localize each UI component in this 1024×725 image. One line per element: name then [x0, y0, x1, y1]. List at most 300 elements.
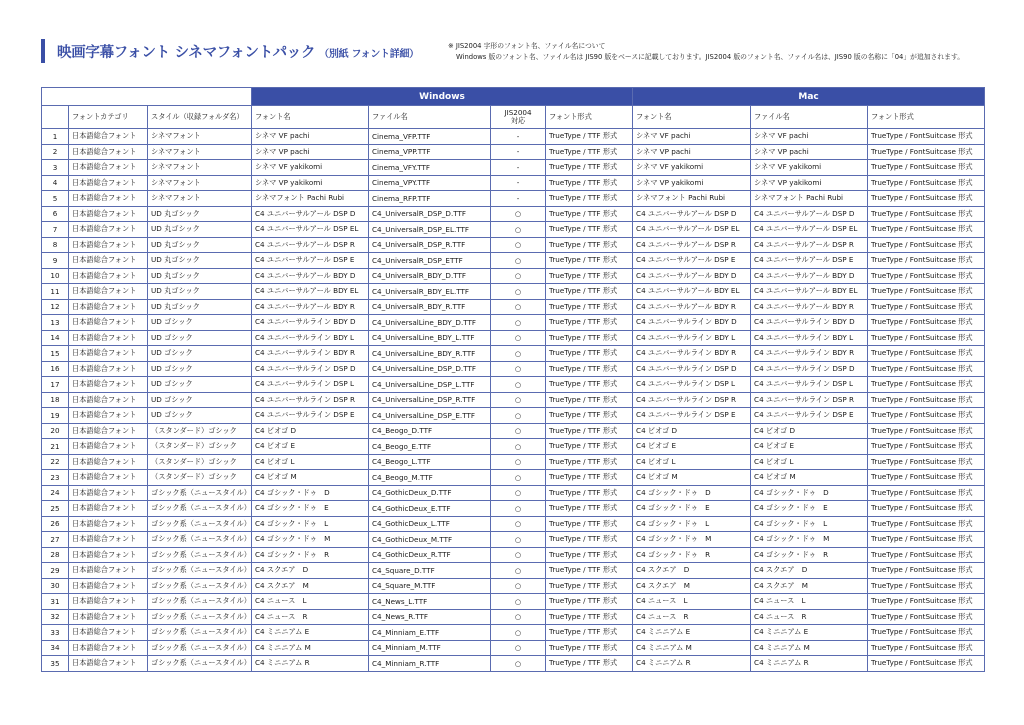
cell-category: 日本語総合フォント	[69, 206, 148, 222]
cell-jis2004: ○	[491, 315, 546, 331]
cell-mac-format: TrueType / FontSuitcase 形式	[868, 346, 985, 362]
cell-mac-file: C4 ゴシック・ドゥ M	[751, 532, 868, 548]
cell-win-file: C4_UniversalR_BDY_EL.TTF	[369, 284, 491, 300]
cell-category: 日本語総合フォント	[69, 315, 148, 331]
cell-mac-font: C4 ゴシック・ドゥ D	[633, 485, 751, 501]
cell-style: UD 丸ゴシック	[148, 237, 252, 253]
cell-style: ゴシック系（ニュースタイル）	[148, 578, 252, 594]
cell-style: シネマフォント	[148, 160, 252, 176]
cell-win-font: C4 ニュース R	[252, 609, 369, 625]
cell-jis2004: ○	[491, 454, 546, 470]
cell-mac-font: C4 ニュース L	[633, 594, 751, 610]
table-row	[42, 392, 985, 408]
cell-mac-file: C4 ミニニアム M	[751, 640, 868, 656]
cell-win-font: C4 ゴシック・ドゥ L	[252, 516, 369, 532]
cell-mac-file: C4 ユニバーサルライン DSP E	[751, 408, 868, 424]
cell-win-font: シネマ VF pachi	[252, 129, 369, 145]
cell-style: UD 丸ゴシック	[148, 268, 252, 284]
cell-win-font: C4 ユニバーサルライン DSP L	[252, 377, 369, 393]
cell-mac-format: TrueType / FontSuitcase 形式	[868, 408, 985, 424]
row-number: 7	[42, 222, 69, 238]
cell-win-font: C4 ニュース L	[252, 594, 369, 610]
cell-win-file: C4_UniversalR_BDY_D.TTF	[369, 268, 491, 284]
cell-mac-font: C4 ゴシック・ドゥ R	[633, 547, 751, 563]
cell-mac-file: C4 スクエア M	[751, 578, 868, 594]
cell-win-format: TrueType / TTF 形式	[546, 160, 633, 176]
cell-mac-file: C4 ユニバーサルライン DSP R	[751, 392, 868, 408]
page-title	[57, 41, 419, 62]
cell-mac-format: TrueType / FontSuitcase 形式	[868, 222, 985, 238]
table-row	[42, 594, 985, 610]
row-number: 16	[42, 361, 69, 377]
cell-win-format: TrueType / TTF 形式	[546, 640, 633, 656]
table-row	[42, 361, 985, 377]
cell-style: シネマフォント	[148, 191, 252, 207]
cell-mac-file: C4 ビオゴ E	[751, 439, 868, 455]
row-number: 31	[42, 594, 69, 610]
cell-win-format: TrueType / TTF 形式	[546, 547, 633, 563]
cell-mac-file: C4 ユニバーサルライン BDY L	[751, 330, 868, 346]
row-number: 19	[42, 408, 69, 424]
cell-mac-font: C4 ユニバーサルアール DSP EL	[633, 222, 751, 238]
cell-win-format: TrueType / TTF 形式	[546, 253, 633, 269]
cell-mac-font: C4 ミニニアム M	[633, 640, 751, 656]
cell-win-format: TrueType / TTF 形式	[546, 532, 633, 548]
cell-mac-file: C4 ユニバーサルアール BDY D	[751, 268, 868, 284]
cell-category: 日本語総合フォント	[69, 160, 148, 176]
cell-category: 日本語総合フォント	[69, 470, 148, 486]
table-row	[42, 284, 985, 300]
row-number: 24	[42, 485, 69, 501]
cell-mac-format: TrueType / FontSuitcase 形式	[868, 175, 985, 191]
cell-mac-format: TrueType / FontSuitcase 形式	[868, 237, 985, 253]
note-line-2: Windows 版のフォント名、ファイル名は JIS90 版をベースに記載しております。JIS2004 版のフォント名、ファイル名は、JIS90 版の名称に「04」が追加されます。	[456, 53, 964, 61]
cell-win-font: C4 ビオゴ M	[252, 470, 369, 486]
row-number: 35	[42, 656, 69, 672]
cell-category: 日本語総合フォント	[69, 144, 148, 160]
cell-mac-file: C4 ビオゴ M	[751, 470, 868, 486]
cell-mac-format: TrueType / FontSuitcase 形式	[868, 129, 985, 145]
cell-style: UD 丸ゴシック	[148, 206, 252, 222]
cell-mac-font: C4 ユニバーサルライン BDY D	[633, 315, 751, 331]
row-number: 32	[42, 609, 69, 625]
cell-mac-file: C4 ユニバーサルライン DSP L	[751, 377, 868, 393]
cell-win-font: C4 ユニバーサルアール BDY R	[252, 299, 369, 315]
cell-mac-file: シネマ VP pachi	[751, 144, 868, 160]
cell-mac-file: C4 ビオゴ D	[751, 423, 868, 439]
cell-win-format: TrueType / TTF 形式	[546, 423, 633, 439]
col-mac-file: ファイル名	[751, 106, 868, 129]
table-row	[42, 253, 985, 269]
cell-category: 日本語総合フォント	[69, 609, 148, 625]
cell-mac-format: TrueType / FontSuitcase 形式	[868, 315, 985, 331]
cell-style: ゴシック系（ニュースタイル）	[148, 594, 252, 610]
cell-mac-file: C4 ユニバーサルアール DSP D	[751, 206, 868, 222]
cell-mac-font: C4 ユニバーサルアール DSP R	[633, 237, 751, 253]
cell-mac-format: TrueType / FontSuitcase 形式	[868, 501, 985, 517]
cell-win-file: C4_UniversalR_DSP_EL.TTF	[369, 222, 491, 238]
cell-jis2004: -	[491, 160, 546, 176]
cell-category: 日本語総合フォント	[69, 501, 148, 517]
table-row	[42, 578, 985, 594]
table-row	[42, 656, 985, 672]
cell-category: 日本語総合フォント	[69, 640, 148, 656]
cell-category: 日本語総合フォント	[69, 625, 148, 641]
cell-win-file: C4_Minniam_R.TTF	[369, 656, 491, 672]
group-windows: Windows	[252, 88, 633, 106]
row-number: 9	[42, 253, 69, 269]
cell-jis2004: ○	[491, 222, 546, 238]
cell-style: ゴシック系（ニュースタイル）	[148, 532, 252, 548]
cell-win-font: シネマフォント Pachi Rubi	[252, 191, 369, 207]
row-number: 12	[42, 299, 69, 315]
cell-win-file: C4_GothicDeux_L.TTF	[369, 516, 491, 532]
row-number: 3	[42, 160, 69, 176]
cell-win-format: TrueType / TTF 形式	[546, 470, 633, 486]
cell-win-format: TrueType / TTF 形式	[546, 206, 633, 222]
cell-mac-format: TrueType / FontSuitcase 形式	[868, 594, 985, 610]
cell-jis2004: ○	[491, 237, 546, 253]
cell-category: 日本語総合フォント	[69, 237, 148, 253]
cell-mac-file: シネマフォント Pachi Rubi	[751, 191, 868, 207]
cell-mac-font: シネマ VF pachi	[633, 129, 751, 145]
cell-jis2004: ○	[491, 625, 546, 641]
cell-win-file: C4_UniversalLine_DSP_L.TTF	[369, 377, 491, 393]
cell-jis2004: ○	[491, 563, 546, 579]
cell-win-file: C4_News_R.TTF	[369, 609, 491, 625]
cell-style: ゴシック系（ニュースタイル）	[148, 625, 252, 641]
cell-jis2004: ○	[491, 392, 546, 408]
cell-win-file: C4_UniversalLine_BDY_D.TTF	[369, 315, 491, 331]
cell-mac-format: TrueType / FontSuitcase 形式	[868, 625, 985, 641]
cell-win-format: TrueType / TTF 形式	[546, 439, 633, 455]
table-row	[42, 625, 985, 641]
cell-win-font: C4 ビオゴ E	[252, 439, 369, 455]
table-row	[42, 532, 985, 548]
cell-win-font: シネマ VP pachi	[252, 144, 369, 160]
col-category: フォントカテゴリ	[69, 106, 148, 129]
table-row	[42, 175, 985, 191]
table-row	[42, 144, 985, 160]
cell-win-file: C4_UniversalLine_DSP_D.TTF	[369, 361, 491, 377]
cell-category: 日本語総合フォント	[69, 346, 148, 362]
cell-category: 日本語総合フォント	[69, 377, 148, 393]
table-row	[42, 129, 985, 145]
cell-mac-font: シネマ VP yakikomi	[633, 175, 751, 191]
cell-win-format: TrueType / TTF 形式	[546, 656, 633, 672]
cell-win-file: C4_UniversalR_DSP_ETTF	[369, 253, 491, 269]
table-row	[42, 330, 985, 346]
table-row	[42, 346, 985, 362]
cell-win-format: TrueType / TTF 形式	[546, 268, 633, 284]
cell-win-font: C4 ゴシック・ドゥ M	[252, 532, 369, 548]
cell-mac-format: TrueType / FontSuitcase 形式	[868, 609, 985, 625]
row-number: 6	[42, 206, 69, 222]
cell-mac-file: C4 ゴシック・ドゥ E	[751, 501, 868, 517]
cell-jis2004: -	[491, 191, 546, 207]
cell-win-format: TrueType / TTF 形式	[546, 501, 633, 517]
cell-win-file: C4_UniversalLine_DSP_R.TTF	[369, 392, 491, 408]
cell-jis2004: ○	[491, 330, 546, 346]
cell-style: UD ゴシック	[148, 346, 252, 362]
cell-mac-font: C4 スクエア D	[633, 563, 751, 579]
group-blank	[42, 88, 252, 106]
cell-mac-file: C4 ユニバーサルアール DSP R	[751, 237, 868, 253]
cell-win-file: Cinema_VPP.TTF	[369, 144, 491, 160]
cell-win-file: C4_Minniam_E.TTF	[369, 625, 491, 641]
cell-win-file: C4_Beogo_E.TTF	[369, 439, 491, 455]
cell-style: （スタンダード）ゴシック	[148, 423, 252, 439]
cell-win-format: TrueType / TTF 形式	[546, 237, 633, 253]
cell-mac-file: C4 ユニバーサルライン DSP D	[751, 361, 868, 377]
row-number: 27	[42, 532, 69, 548]
cell-mac-format: TrueType / FontSuitcase 形式	[868, 578, 985, 594]
cell-category: 日本語総合フォント	[69, 423, 148, 439]
table-row	[42, 485, 985, 501]
cell-style: （スタンダード）ゴシック	[148, 470, 252, 486]
cell-category: 日本語総合フォント	[69, 330, 148, 346]
cell-mac-font: C4 ゴシック・ドゥ E	[633, 501, 751, 517]
cell-mac-format: TrueType / FontSuitcase 形式	[868, 547, 985, 563]
cell-style: UD 丸ゴシック	[148, 222, 252, 238]
table-row	[42, 408, 985, 424]
cell-style: シネマフォント	[148, 144, 252, 160]
cell-style: UD ゴシック	[148, 330, 252, 346]
cell-mac-format: TrueType / FontSuitcase 形式	[868, 160, 985, 176]
col-jis-line2: 対応	[510, 116, 526, 125]
cell-category: 日本語総合フォント	[69, 532, 148, 548]
cell-mac-file: C4 ゴシック・ドゥ D	[751, 485, 868, 501]
cell-win-file: C4_Minniam_M.TTF	[369, 640, 491, 656]
cell-style: UD ゴシック	[148, 408, 252, 424]
cell-win-format: TrueType / TTF 形式	[546, 191, 633, 207]
cell-mac-font: C4 ビオゴ D	[633, 423, 751, 439]
cell-win-file: C4_Square_D.TTF	[369, 563, 491, 579]
col-mac-font: フォント名	[633, 106, 751, 129]
cell-mac-format: TrueType / FontSuitcase 形式	[868, 191, 985, 207]
cell-category: 日本語総合フォント	[69, 439, 148, 455]
cell-win-font: C4 ユニバーサルアール DSP EL	[252, 222, 369, 238]
cell-mac-font: C4 ユニバーサルアール DSP E	[633, 253, 751, 269]
cell-mac-format: TrueType / FontSuitcase 形式	[868, 656, 985, 672]
cell-jis2004: ○	[491, 408, 546, 424]
cell-win-format: TrueType / TTF 形式	[546, 129, 633, 145]
cell-win-format: TrueType / TTF 形式	[546, 563, 633, 579]
cell-mac-font: C4 スクエア M	[633, 578, 751, 594]
cell-win-file: C4_Square_M.TTF	[369, 578, 491, 594]
cell-mac-file: C4 ミニニアム R	[751, 656, 868, 672]
cell-style: ゴシック系（ニュースタイル）	[148, 640, 252, 656]
cell-win-font: C4 ビオゴ D	[252, 423, 369, 439]
cell-mac-font: C4 ミニニアム R	[633, 656, 751, 672]
cell-mac-format: TrueType / FontSuitcase 形式	[868, 532, 985, 548]
table-row	[42, 423, 985, 439]
cell-win-font: シネマ VF yakikomi	[252, 160, 369, 176]
cell-win-format: TrueType / TTF 形式	[546, 361, 633, 377]
cell-win-font: C4 ユニバーサルライン BDY R	[252, 346, 369, 362]
table-row	[42, 222, 985, 238]
row-number: 2	[42, 144, 69, 160]
col-win-font: フォント名	[252, 106, 369, 129]
cell-win-font: C4 ミニニアム E	[252, 625, 369, 641]
cell-category: 日本語総合フォント	[69, 408, 148, 424]
cell-mac-file: C4 ビオゴ L	[751, 454, 868, 470]
cell-style: ゴシック系（ニュースタイル）	[148, 485, 252, 501]
cell-win-file: C4_GothicDeux_E.TTF	[369, 501, 491, 517]
cell-win-format: TrueType / TTF 形式	[546, 284, 633, 300]
cell-jis2004: ○	[491, 284, 546, 300]
cell-category: 日本語総合フォント	[69, 563, 148, 579]
table-row	[42, 299, 985, 315]
row-number: 13	[42, 315, 69, 331]
cell-category: 日本語総合フォント	[69, 578, 148, 594]
cell-mac-file: C4 ニュース L	[751, 594, 868, 610]
cell-style: （スタンダード）ゴシック	[148, 454, 252, 470]
table-row	[42, 454, 985, 470]
cell-win-file: C4_UniversalR_DSP_D.TTF	[369, 206, 491, 222]
cell-win-format: TrueType / TTF 形式	[546, 609, 633, 625]
cell-mac-format: TrueType / FontSuitcase 形式	[868, 485, 985, 501]
cell-category: 日本語総合フォント	[69, 284, 148, 300]
cell-win-file: C4_UniversalR_BDY_R.TTF	[369, 299, 491, 315]
cell-jis2004: ○	[491, 470, 546, 486]
cell-style: ゴシック系（ニュースタイル）	[148, 563, 252, 579]
cell-win-font: C4 ユニバーサルライン BDY L	[252, 330, 369, 346]
cell-mac-font: C4 ユニバーサルライン DSP L	[633, 377, 751, 393]
cell-win-format: TrueType / TTF 形式	[546, 175, 633, 191]
cell-jis2004: ○	[491, 501, 546, 517]
cell-jis2004: ○	[491, 578, 546, 594]
cell-jis2004: ○	[491, 547, 546, 563]
col-win-format: フォント形式	[546, 106, 633, 129]
cell-win-file: C4_Beogo_L.TTF	[369, 454, 491, 470]
cell-mac-format: TrueType / FontSuitcase 形式	[868, 268, 985, 284]
cell-jis2004: ○	[491, 377, 546, 393]
cell-jis2004: ○	[491, 656, 546, 672]
cell-style: ゴシック系（ニュースタイル）	[148, 501, 252, 517]
col-number	[42, 106, 69, 129]
cell-win-font: C4 ゴシック・ドゥ E	[252, 501, 369, 517]
table-row	[42, 237, 985, 253]
cell-mac-file: シネマ VP yakikomi	[751, 175, 868, 191]
cell-jis2004: ○	[491, 485, 546, 501]
title-accent-bar	[41, 39, 45, 63]
cell-style: ゴシック系（ニュースタイル）	[148, 656, 252, 672]
cell-category: 日本語総合フォント	[69, 299, 148, 315]
cell-mac-font: C4 ユニバーサルアール BDY EL	[633, 284, 751, 300]
table-row	[42, 315, 985, 331]
cell-win-format: TrueType / TTF 形式	[546, 144, 633, 160]
cell-jis2004: ○	[491, 206, 546, 222]
cell-mac-format: TrueType / FontSuitcase 形式	[868, 470, 985, 486]
cell-win-file: C4_UniversalLine_BDY_L.TTF	[369, 330, 491, 346]
cell-jis2004: ○	[491, 268, 546, 284]
cell-style: UD ゴシック	[148, 315, 252, 331]
cell-jis2004: ○	[491, 253, 546, 269]
note-line-1: ※ JIS2004 字形のフォント名、ファイル名について	[448, 42, 606, 50]
cell-mac-format: TrueType / FontSuitcase 形式	[868, 299, 985, 315]
cell-win-font: C4 ミニニアム M	[252, 640, 369, 656]
row-number: 23	[42, 470, 69, 486]
cell-win-font: C4 ユニバーサルライン BDY D	[252, 315, 369, 331]
cell-style: （スタンダード）ゴシック	[148, 439, 252, 455]
cell-mac-file: C4 ユニバーサルアール DSP E	[751, 253, 868, 269]
cell-mac-file: C4 ユニバーサルライン BDY R	[751, 346, 868, 362]
cell-win-format: TrueType / TTF 形式	[546, 454, 633, 470]
table-row	[42, 563, 985, 579]
col-jis2004	[491, 106, 546, 129]
cell-win-format: TrueType / TTF 形式	[546, 346, 633, 362]
cell-mac-font: シネマ VP pachi	[633, 144, 751, 160]
cell-jis2004: ○	[491, 361, 546, 377]
cell-mac-font: C4 ユニバーサルアール BDY R	[633, 299, 751, 315]
cell-mac-font: C4 ユニバーサルライン DSP E	[633, 408, 751, 424]
table-row	[42, 470, 985, 486]
cell-mac-format: TrueType / FontSuitcase 形式	[868, 144, 985, 160]
cell-category: 日本語総合フォント	[69, 268, 148, 284]
notes	[448, 41, 964, 63]
cell-win-file: C4_GothicDeux_D.TTF	[369, 485, 491, 501]
cell-win-font: C4 ユニバーサルアール BDY D	[252, 268, 369, 284]
cell-win-font: C4 ユニバーサルライン DSP R	[252, 392, 369, 408]
cell-mac-font: シネマフォント Pachi Rubi	[633, 191, 751, 207]
cell-mac-format: TrueType / FontSuitcase 形式	[868, 454, 985, 470]
cell-mac-font: C4 ユニバーサルライン BDY R	[633, 346, 751, 362]
group-mac: Mac	[633, 88, 985, 106]
cell-category: 日本語総合フォント	[69, 547, 148, 563]
cell-style: UD 丸ゴシック	[148, 284, 252, 300]
row-number: 21	[42, 439, 69, 455]
cell-mac-file: C4 ニュース R	[751, 609, 868, 625]
table-row	[42, 377, 985, 393]
table-row	[42, 516, 985, 532]
cell-mac-font: C4 ゴシック・ドゥ M	[633, 532, 751, 548]
cell-jis2004: ○	[491, 346, 546, 362]
cell-mac-font: C4 ユニバーサルアール BDY D	[633, 268, 751, 284]
cell-style: ゴシック系（ニュースタイル）	[148, 609, 252, 625]
cell-category: 日本語総合フォント	[69, 129, 148, 145]
cell-win-file: C4_UniversalR_DSP_R.TTF	[369, 237, 491, 253]
cell-jis2004: ○	[491, 594, 546, 610]
cell-win-file: Cinema_VFP.TTF	[369, 129, 491, 145]
cell-mac-format: TrueType / FontSuitcase 形式	[868, 640, 985, 656]
cell-mac-font: シネマ VF yakikomi	[633, 160, 751, 176]
cell-win-format: TrueType / TTF 形式	[546, 222, 633, 238]
cell-win-font: C4 ユニバーサルアール DSP R	[252, 237, 369, 253]
table-row	[42, 206, 985, 222]
row-number: 33	[42, 625, 69, 641]
cell-mac-font: C4 ユニバーサルライン DSP D	[633, 361, 751, 377]
cell-style: UD 丸ゴシック	[148, 299, 252, 315]
cell-win-file: C4_News_L.TTF	[369, 594, 491, 610]
cell-win-font: C4 ユニバーサルライン DSP D	[252, 361, 369, 377]
cell-mac-format: TrueType / FontSuitcase 形式	[868, 423, 985, 439]
table-row	[42, 609, 985, 625]
cell-mac-font: C4 ユニバーサルライン DSP R	[633, 392, 751, 408]
cell-style: シネマフォント	[148, 129, 252, 145]
cell-win-file: C4_UniversalLine_DSP_E.TTF	[369, 408, 491, 424]
row-number: 18	[42, 392, 69, 408]
cell-mac-file: C4 ゴシック・ドゥ R	[751, 547, 868, 563]
cell-jis2004: ○	[491, 532, 546, 548]
cell-mac-format: TrueType / FontSuitcase 形式	[868, 330, 985, 346]
cell-win-format: TrueType / TTF 形式	[546, 594, 633, 610]
cell-mac-font: C4 ビオゴ L	[633, 454, 751, 470]
cell-win-font: C4 ミニニアム R	[252, 656, 369, 672]
cell-win-file: Cinema_VPY.TTF	[369, 175, 491, 191]
cell-category: 日本語総合フォント	[69, 361, 148, 377]
cell-mac-file: シネマ VF yakikomi	[751, 160, 868, 176]
